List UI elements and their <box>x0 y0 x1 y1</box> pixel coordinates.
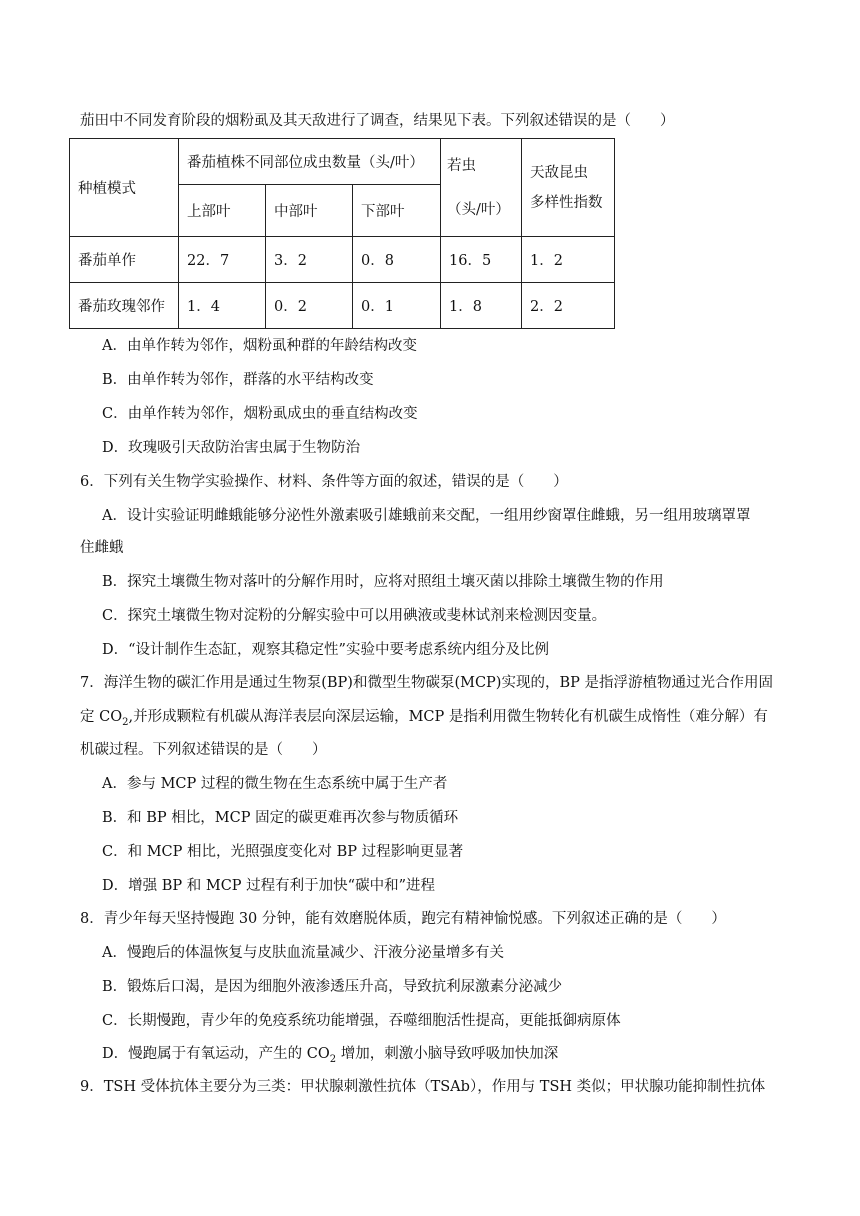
q5-option-c: C．由单作转为邻作，烟粉虱成虫的垂直结构改变 <box>102 406 418 422</box>
q6-option-a-line1: A．设计实验证明雌蛾能够分泌性外激素吸引雄蛾前来交配，一组用纱窗罩住雌蛾，另一组用玻璃罩罩 <box>102 508 751 524</box>
q7-subscript: 2 <box>122 716 129 728</box>
q8-option-a: A．慢跑后的体温恢复与皮肤血流量减少、汗液分泌量增多有关 <box>102 945 504 961</box>
question-7-line3: 机碳过程。下列叙述错误的是（ ） <box>80 742 327 758</box>
q8-option-d <box>102 1044 558 1070</box>
header-upper-leaf: 上部叶 <box>179 185 266 237</box>
question-5-intro: 茄田中不同发育阶段的烟粉虱及其天敌进行了调查，结果见下表。下列叙述错误的是（ ） <box>80 113 675 129</box>
cell-nymph: 1．8 <box>441 283 522 329</box>
header-nymph <box>441 139 522 237</box>
cell-enemy: 1．2 <box>522 237 615 283</box>
question-6-stem: 6．下列有关生物学实验操作、材料、条件等方面的叙述，错误的是（ ） <box>80 474 568 490</box>
question-7-line1: 7．海洋生物的碳汇作用是通过生物泵(BP)和微型生物碳泵(MCP)实现的，BP 是指浮游植物通过光合作用固 <box>80 675 773 691</box>
header-enemy-diversity <box>522 139 615 237</box>
question-7-line2 <box>80 707 768 733</box>
q7-option-a: A．参与 MCP 过程的微生物在生态系统中属于生产者 <box>102 776 448 792</box>
header-adult-count-group: 番茄植株不同部位成虫数量（头/叶） <box>179 139 441 185</box>
question-8-stem: 8．青少年每天坚持慢跑 30 分钟，能有效磨脱体质，跑完有精神愉悦感。下列叙述正确的是（ ） <box>80 911 726 927</box>
question-9-stem: 9．TSH 受体抗体主要分为三类：甲状腺刺激性抗体（TSAb），作用与 TSH 类似；甲状腺功能抑制性抗体 <box>80 1079 766 1095</box>
cell-middle: 3．2 <box>266 237 353 283</box>
header-enemy-line2: 多样性指数 <box>530 194 603 211</box>
cell-mode: 番茄单作 <box>70 237 179 283</box>
cell-nymph: 16．5 <box>441 237 522 283</box>
q7-text: ,并形成颗粒有机碳从海洋表层向深层运输，MCP 是指利用微生物转化有机碳生成惰性（难分解）有 <box>128 709 768 725</box>
header-middle-leaf: 中部叶 <box>266 185 353 237</box>
survey-table <box>69 138 615 329</box>
header-enemy-line1: 天敌昆虫 <box>530 164 588 181</box>
q7-option-b: B．和 BP 相比，MCP 固定的碳更难再次参与物质循环 <box>102 810 459 826</box>
q6-option-d: D．“设计制作生态缸，观察其稳定性”实验中要考虑系统内组分及比例 <box>102 642 549 658</box>
cell-lower: 0．1 <box>353 283 441 329</box>
cell-middle: 0．2 <box>266 283 353 329</box>
q8-option-c: C．长期慢跑，青少年的免疫系统功能增强，吞噬细胞活性提高，更能抵御病原体 <box>102 1013 621 1029</box>
q8-d-text: 增加，刺激小脑导致呼吸加快加深 <box>336 1046 559 1062</box>
q5-option-b: B．由单作转为邻作，群落的水平结构改变 <box>102 372 374 388</box>
q6-option-b: B．探究土壤微生物对落叶的分解作用时，应将对照组土壤灭菌以排除土壤微生物的作用 <box>102 574 664 590</box>
q7-option-c: C．和 MCP 相比，光照强度变化对 BP 过程影响更显著 <box>102 844 464 860</box>
q8-d-text: D．慢跑属于有氧运动，产生的 CO <box>102 1046 330 1062</box>
q8-option-b: B．锻炼后口渴，是因为细胞外液渗透压升高，导致抗利尿激素分泌减少 <box>102 979 563 995</box>
q6-option-c: C．探究土壤微生物对淀粉的分解实验中可以用碘液或斐林试剂来检测因变量。 <box>102 608 607 624</box>
cell-enemy: 2．2 <box>522 283 615 329</box>
q5-option-a: A．由单作转为邻作，烟粉虱种群的年龄结构改变 <box>102 338 417 354</box>
header-nymph-line1: 若虫 <box>447 157 476 174</box>
q6-option-a-line2: 住雌蛾 <box>80 540 124 556</box>
table-row <box>70 283 615 329</box>
q8-d-subscript: 2 <box>329 1053 337 1065</box>
cell-upper: 22．7 <box>179 237 266 283</box>
header-planting-mode: 种植模式 <box>70 139 179 237</box>
q7-option-d: D．增强 BP 和 MCP 过程有利于加快“碳中和”进程 <box>102 878 435 894</box>
cell-upper: 1．4 <box>179 283 266 329</box>
table-row <box>70 237 615 283</box>
cell-mode: 番茄玫瑰邻作 <box>70 283 179 329</box>
cell-lower: 0．8 <box>353 237 441 283</box>
q5-option-d: D．玫瑰吸引天敌防治害虫属于生物防治 <box>102 440 361 456</box>
header-lower-leaf: 下部叶 <box>353 185 441 237</box>
q7-text: 定 CO <box>80 709 123 725</box>
header-nymph-line2: （头/叶） <box>447 201 510 218</box>
